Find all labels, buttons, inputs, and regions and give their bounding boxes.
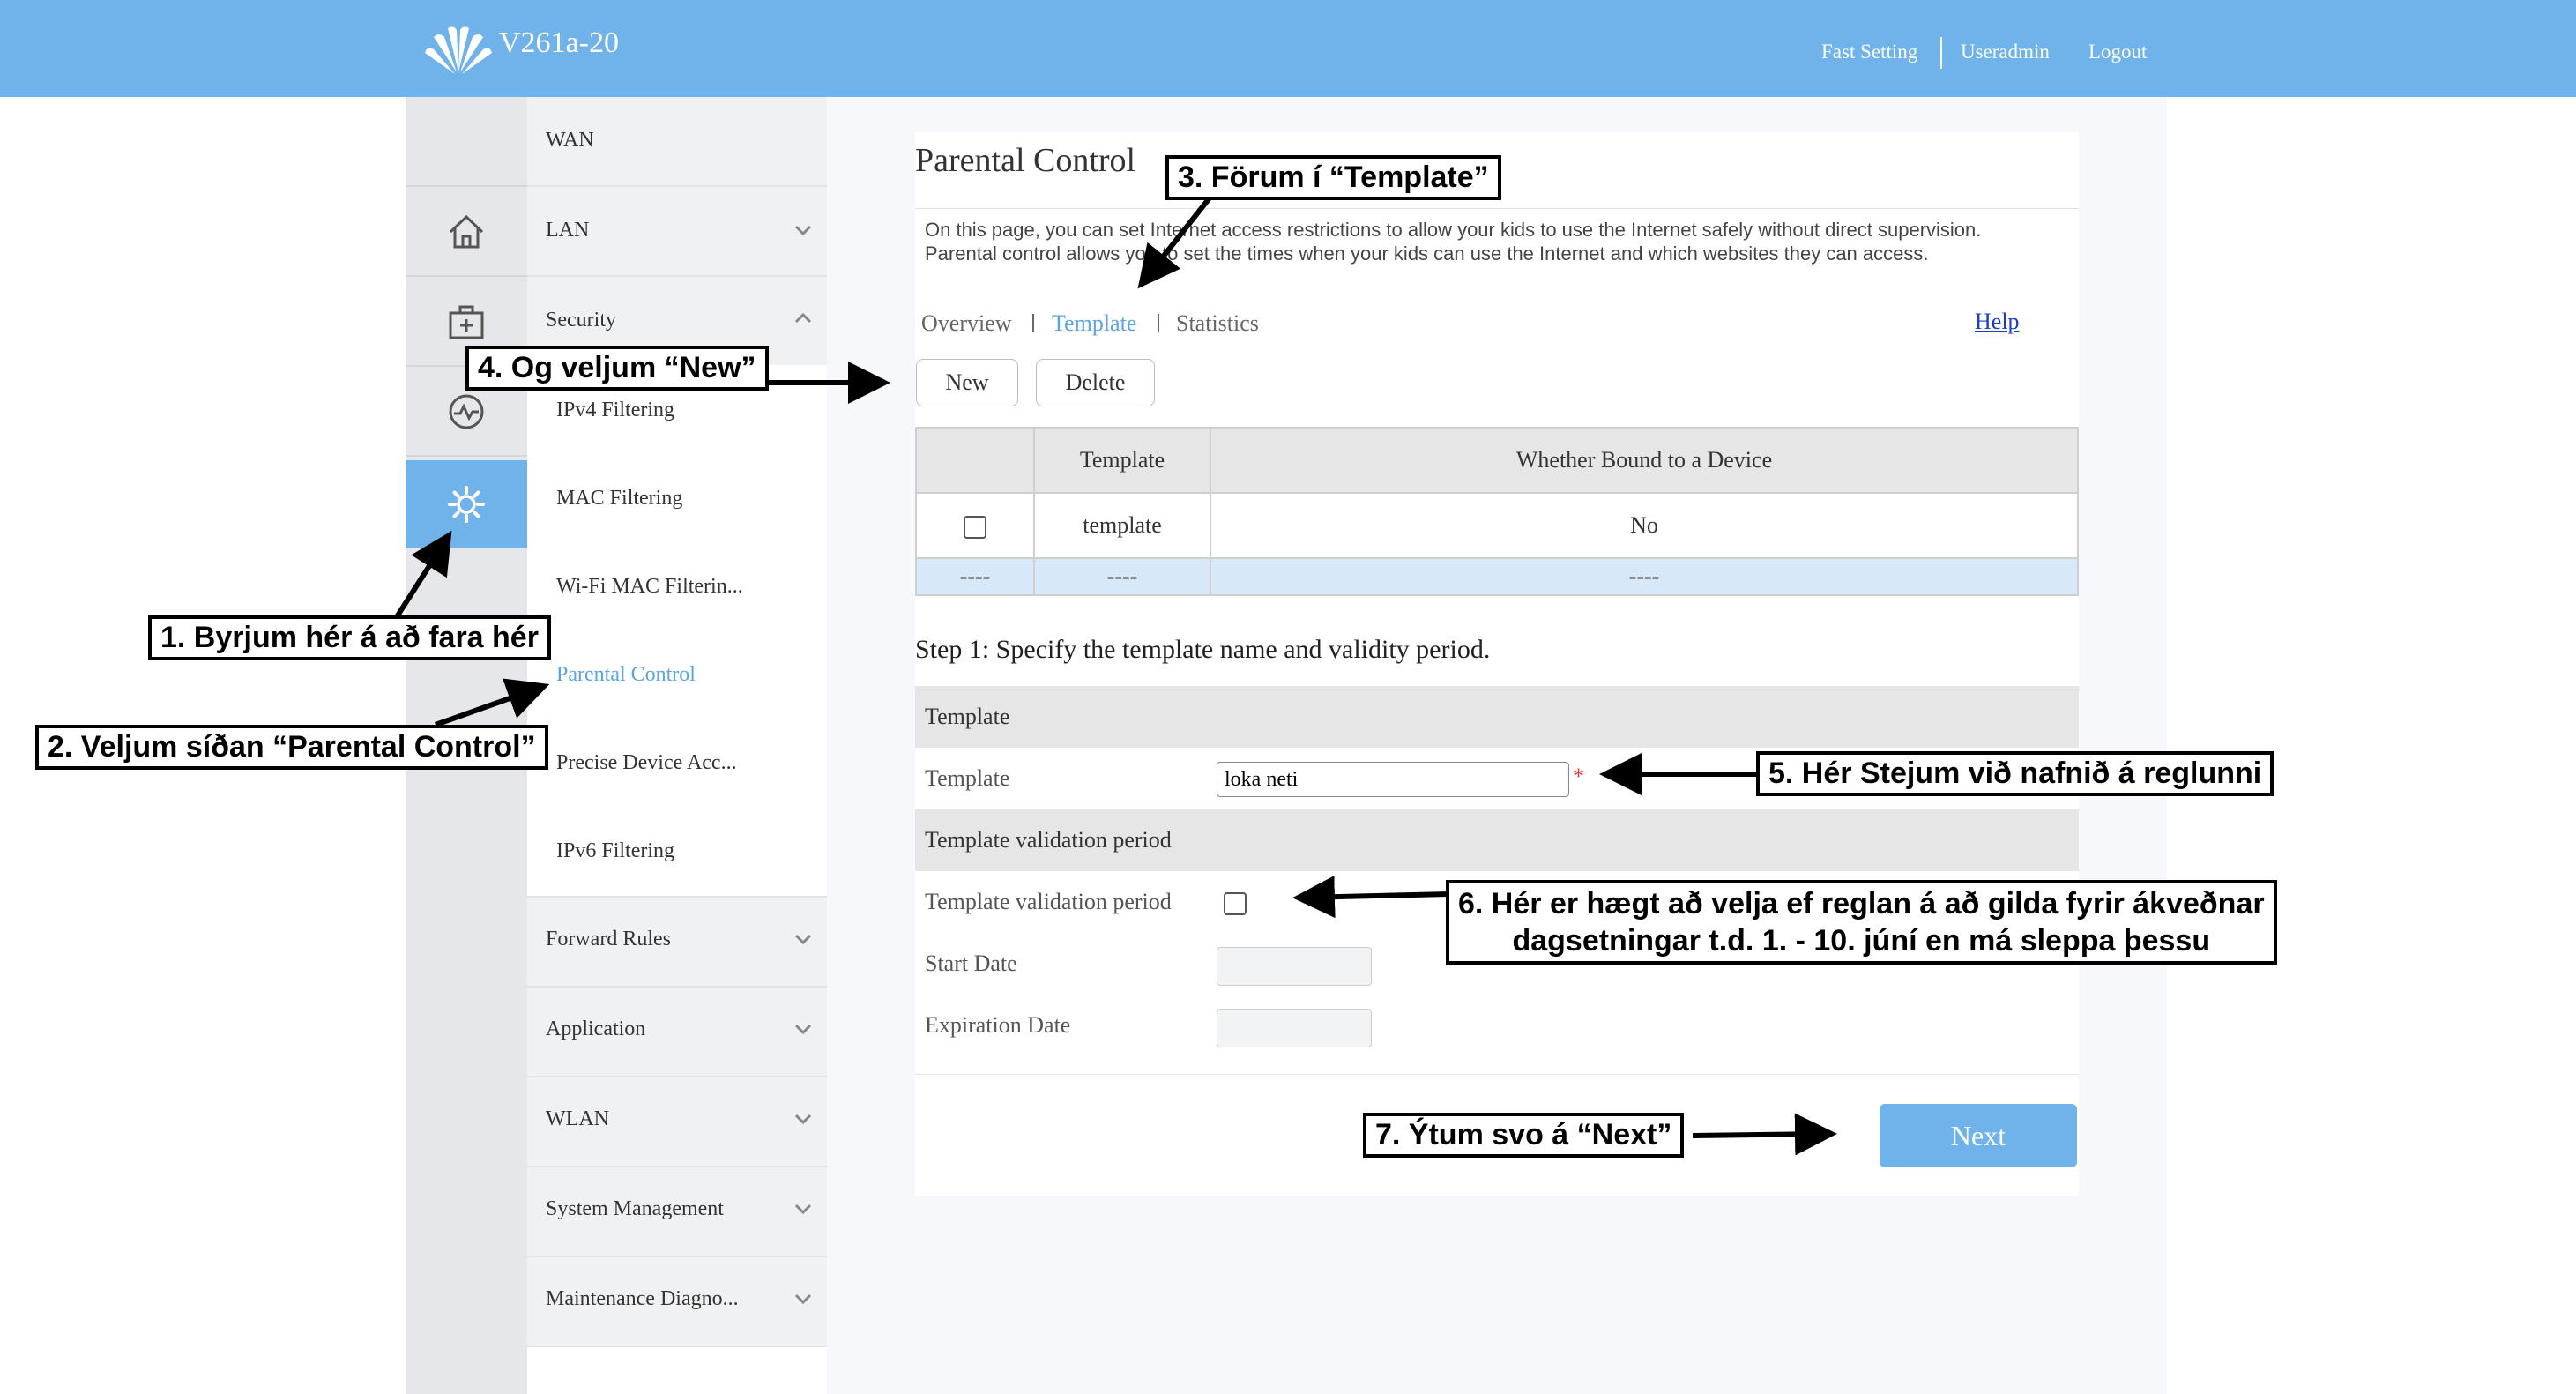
annotation-step-6-line2: dagsetningar t.d. 1. - 10. júní en má sleppa þessu [1512, 924, 2211, 958]
fast-setting-link[interactable]: Fast Setting [1821, 41, 1918, 63]
useradmin-link[interactable]: Useradmin [1961, 41, 2050, 63]
menu-item-wan[interactable]: WAN [546, 129, 594, 152]
annotation-step-7: 7. Ýtum svo á “Next” [1363, 1113, 1684, 1158]
chevron-down-icon[interactable] [793, 220, 813, 240]
tab-template[interactable]: Template [1052, 310, 1137, 336]
start-date-input[interactable] [1217, 947, 1372, 986]
chevron-down-icon[interactable] [793, 1109, 813, 1129]
template-table [915, 427, 2079, 596]
header-template: Template [1034, 428, 1210, 493]
top-header [0, 0, 2576, 97]
sub-item-mac-filtering[interactable]: MAC Filtering [556, 487, 683, 510]
required-mark: * [1573, 764, 1584, 789]
rail-home[interactable] [406, 188, 527, 276]
new-button[interactable]: New [916, 359, 1018, 406]
menu-divider [527, 185, 827, 187]
menu-divider [527, 986, 827, 988]
annotation-step-5: 5. Hér Stejum við nafnið á reglunni [1756, 751, 2274, 796]
table-new-row [916, 558, 2078, 595]
menu-item-forward-rules[interactable]: Forward Rules [546, 928, 671, 950]
expiration-date-input[interactable] [1217, 1009, 1372, 1047]
page-description: On this page, you can set Internet access restrictions to allow your kids to use the Internet safely without direct supervision. [925, 219, 1982, 241]
annotation-step-6 [1446, 880, 2277, 965]
header-select [916, 428, 1034, 493]
activity-gauge-icon [447, 392, 486, 431]
menu-divider [527, 896, 827, 898]
cell-placeholder: ---- [916, 558, 1034, 595]
chevron-down-icon[interactable] [793, 929, 813, 949]
menu-item-wlan[interactable]: WLAN [546, 1107, 609, 1130]
header-bound: Whether Bound to a Device [1210, 428, 2078, 493]
page-description: Parental control allows you to set the times when your kids can use the Internet and which websites they can access. [925, 242, 1929, 265]
sub-item-precise-device-access[interactable]: Precise Device Acc... [556, 751, 737, 774]
title-divider [915, 208, 2079, 209]
chevron-down-icon[interactable] [793, 1019, 813, 1039]
first-aid-kit-icon [447, 302, 486, 341]
row-checkbox[interactable] [964, 516, 986, 539]
row-select[interactable] [916, 493, 1034, 558]
menu-item-security[interactable]: Security [546, 309, 616, 332]
cell-template: template [1034, 493, 1210, 558]
delete-button[interactable]: Delete [1036, 359, 1155, 406]
device-name: V261a-20 [499, 26, 619, 59]
tab-separator [1032, 314, 1034, 332]
gear-icon [446, 484, 487, 525]
form-divider [915, 1074, 2079, 1075]
tab-overview[interactable]: Overview [921, 310, 1012, 336]
menu-divider [527, 1256, 827, 1257]
expiration-date-label: Expiration Date [925, 1012, 1071, 1038]
huawei-logo-icon [421, 21, 495, 78]
menu-item-lan[interactable]: LAN [546, 219, 590, 242]
menu-divider [527, 275, 827, 277]
rail-divider [406, 185, 527, 187]
start-date-label: Start Date [925, 950, 1017, 976]
menu-item-maintenance[interactable]: Maintenance Diagno... [546, 1287, 739, 1310]
section-template-label: Template [925, 704, 1010, 729]
menu-item-system-management[interactable]: System Management [546, 1197, 724, 1220]
cell-placeholder: ---- [1210, 558, 2078, 595]
section-validation-label: Template validation period [925, 827, 1172, 853]
annotation-step-4: 4. Og veljum “New” [465, 346, 769, 391]
validation-period-checkbox[interactable] [1224, 892, 1247, 915]
page-title: Parental Control [915, 142, 1136, 179]
menu-divider [527, 1346, 827, 1347]
menu-divider [527, 1076, 827, 1077]
chevron-down-icon[interactable] [793, 1289, 813, 1308]
step-title: Step 1: Specify the template name and validity period. [915, 635, 1491, 664]
sub-item-ipv4-filtering[interactable]: IPv4 Filtering [556, 399, 675, 421]
chevron-up-icon[interactable] [793, 309, 813, 328]
template-field-label: Template [925, 765, 1010, 791]
table-header-row [916, 428, 2078, 493]
cell-bound: No [1210, 493, 2078, 558]
next-button[interactable]: Next [1880, 1104, 2077, 1167]
annotation-step-3: 3. Förum í “Template” [1165, 155, 1501, 200]
header-separator [1940, 37, 1942, 69]
sub-item-ipv6-filtering[interactable]: IPv6 Filtering [556, 839, 675, 862]
tab-statistics[interactable]: Statistics [1176, 310, 1259, 336]
tab-separator [1158, 314, 1159, 332]
menu-divider [527, 1166, 827, 1167]
help-link[interactable]: Help [1975, 309, 2020, 334]
section-header [915, 686, 2079, 748]
rail-settings[interactable] [406, 460, 527, 548]
menu-item-application[interactable]: Application [546, 1018, 646, 1040]
annotation-step-2: 2. Veljum síðan “Parental Control” [35, 725, 548, 770]
sub-item-wifi-mac-filtering[interactable]: Wi-Fi MAC Filterin... [556, 575, 743, 598]
home-icon [447, 212, 486, 251]
annotation-step-1: 1. Byrjum hér á að fara hér [148, 615, 551, 660]
validation-period-label: Template validation period [925, 889, 1172, 914]
annotation-step-6-line1: 6. Hér er hægt að velja ef reglan á að gilda fyrir ákveðnar [1458, 887, 2265, 921]
chevron-down-icon[interactable] [793, 1199, 813, 1219]
table-row[interactable] [916, 493, 2078, 558]
cell-placeholder: ---- [1034, 558, 1210, 595]
sub-item-parental-control[interactable]: Parental Control [556, 663, 696, 686]
template-name-input[interactable] [1217, 762, 1569, 797]
logout-link[interactable]: Logout [2088, 41, 2148, 63]
